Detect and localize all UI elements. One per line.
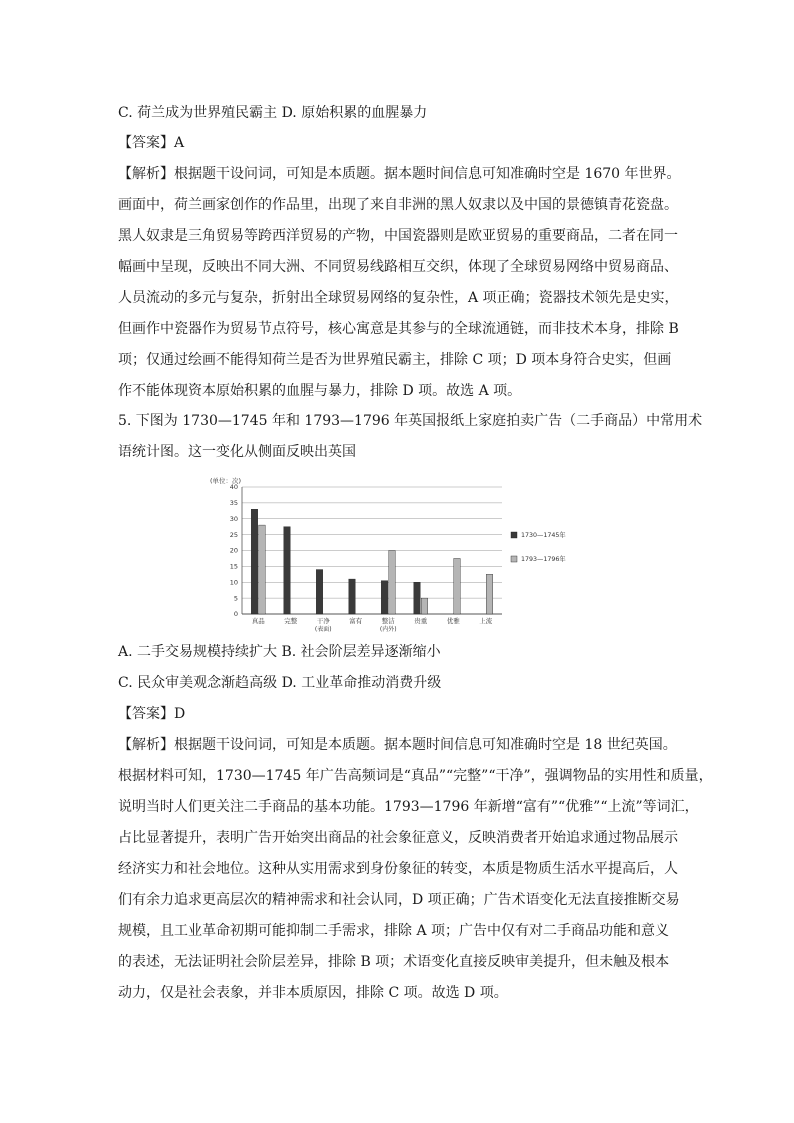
y-axis-label: (单位：次): [210, 477, 242, 485]
option-line-cd-q5: C. 民众审美观念渐趋高级 D. 工业革命推动消费升级: [118, 675, 442, 691]
analysis-line: 黑人奴隶是三角贸易等跨西洋贸易的产物，中国瓷器则是欧亚贸易的重要商品，二者在同一: [118, 228, 678, 244]
term-frequency-chart: [210, 475, 590, 635]
x-tick-label: 干净: [316, 617, 330, 625]
analysis-line: 项；仅通过绘画不能得知荷兰是否为世界殖民霸主，排除 C 项；D 项本身符合史实，但画: [118, 352, 672, 368]
bar-series-1793-1796: [454, 558, 461, 614]
answer-label-q5: 【答案】D: [118, 706, 186, 722]
analysis-line: 动力，仅是社会表象，并非本质原因，排除 C 项。故选 D 项。: [118, 985, 508, 1001]
bar-series-1793-1796: [259, 525, 266, 614]
analysis-line: 【解析】根据题干设问词，可知是本质题。据本题时间信息可知准确时空是 1670 年世界。: [118, 166, 681, 182]
y-tick-label: 15: [229, 562, 238, 571]
bar-series-1793-1796: [421, 598, 428, 614]
x-tick-label: 贵重: [414, 617, 428, 625]
legend-swatch: [511, 532, 517, 538]
x-tick-label: 整洁: [381, 617, 395, 625]
y-tick-label: 40: [229, 483, 238, 492]
x-tick-label: 优雅: [446, 617, 460, 625]
bar-series-1793-1796: [486, 574, 493, 614]
x-tick-label: 真品: [251, 617, 265, 625]
y-tick-label: 5: [233, 594, 238, 603]
legend-swatch: [511, 556, 517, 562]
x-tick-sublabel: (表面): [314, 626, 332, 633]
option-line-cd-q4: C. 荷兰成为世界殖民霸主 D. 原始积累的血腥暴力: [118, 105, 428, 121]
analysis-line: 人员流动的多元与复杂，折射出全球贸易网络的复杂性，A 项正确；瓷器技术领先是史实，: [118, 290, 679, 306]
bar-series-1730-1745: [349, 579, 356, 614]
question-5-stem: 5. 下图为 1730—1745 年和 1793—1796 年英国报纸上家庭拍卖广告（二手商品）中常用术: [118, 413, 703, 429]
analysis-line: 说明当时人们更关注二手商品的基本功能。1793—1796 年新增“富有”“优雅”“上流”等词汇，: [118, 799, 699, 815]
bar-series-1730-1745: [381, 581, 388, 614]
bar-series-1730-1745: [251, 509, 258, 614]
analysis-line: 幅画中呈现，反映出不同大洲、不同贸易线路相互交织，体现了全球贸易网络中贸易商品、: [118, 259, 678, 275]
x-tick-label: 上流: [479, 617, 493, 625]
y-tick-label: 25: [229, 530, 238, 539]
analysis-line: 根据材料可知，1730—1745 年广告高频词是“真品”“完整”“干净”，强调物品的实用性和质量，: [118, 768, 713, 784]
analysis-line: 规模，且工业革命初期可能抑制二手需求，排除 A 项；广告中仅有对二手商品功能和意义: [118, 923, 670, 939]
y-tick-label: 35: [229, 499, 238, 508]
legend-label: 1793—1796年: [521, 556, 566, 563]
analysis-line: 们有余力追求更高层次的精神需求和社会认同，D 项正确；广告术语变化无法直接推断交易: [118, 892, 680, 908]
x-tick-sublabel: (内外): [379, 626, 397, 633]
question-5-stem: 语统计图。这一变化从侧面反映出英国: [118, 444, 356, 460]
bar-series-1730-1745: [284, 527, 291, 614]
y-tick-label: 30: [229, 514, 238, 523]
analysis-line: 画面中，荷兰画家创作的作品里，出现了来自非洲的黑人奴隶以及中国的景德镇青花瓷盘。: [118, 197, 678, 213]
analysis-line: 但画作中瓷器作为贸易节点符号，核心寓意是其参与的全球流通链，而非技术本身，排除 B: [118, 321, 679, 337]
legend-label: 1730—1745年: [521, 532, 566, 539]
bar-series-1793-1796: [389, 551, 396, 615]
bar-series-1730-1745: [316, 570, 323, 614]
analysis-line: 【解析】根据题干设问词，可知是本质题。据本题时间信息可知准确时空是 18 世纪英国。: [118, 737, 677, 753]
x-tick-label: 富有: [349, 617, 363, 625]
bar-series-1730-1745: [414, 582, 421, 614]
analysis-line: 占比显著提升，表明广告开始突出商品的社会象征意义，反映消费者开始追求通过物品展示: [118, 830, 678, 846]
y-tick-label: 10: [229, 578, 238, 587]
answer-label-q4: 【答案】A: [118, 135, 185, 151]
option-line-ab-q5: A. 二手交易规模持续扩大 B. 社会阶层差异逐渐缩小: [118, 644, 441, 660]
analysis-line: 的表述，无法证明社会阶层差异，排除 B 项；术语变化直接反映审美提升，但未触及根本: [118, 954, 670, 970]
analysis-line: 经济实力和社会地位。这种从实用需求到身份象征的转变，本质是物质生活水平提高后，人: [118, 861, 678, 877]
x-tick-label: 完整: [284, 617, 298, 625]
y-tick-label: 20: [229, 546, 238, 555]
y-tick-label: 0: [233, 610, 238, 619]
analysis-line: 作不能体现资本原始积累的血腥与暴力，排除 D 项。故选 A 项。: [118, 383, 522, 399]
